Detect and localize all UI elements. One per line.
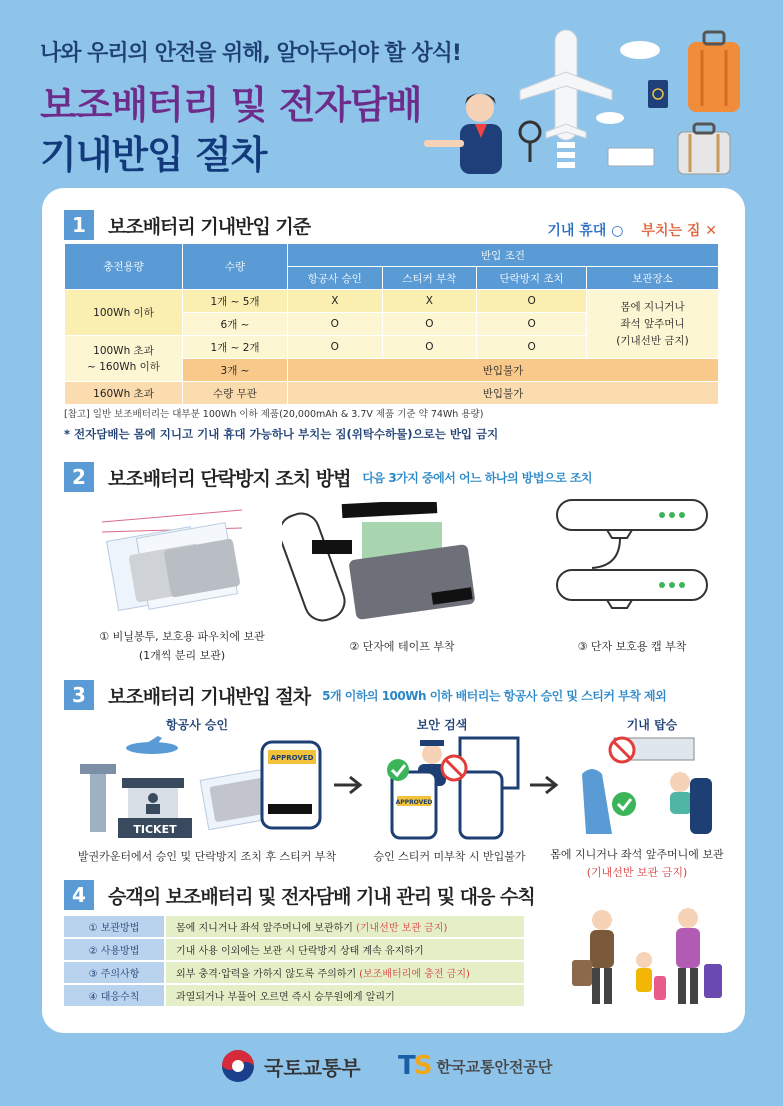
battery-standard-table [64, 243, 719, 405]
pouch-battery-icon [92, 504, 262, 614]
rule-label: ② 사용방법 [64, 939, 164, 960]
agency-name: 한국교통안전공단 [436, 1057, 553, 1076]
section-title: 보조배터리 기내반입 절차 [108, 685, 311, 708]
cell-storage [587, 290, 719, 359]
table-row [65, 290, 719, 313]
footer-ministry [220, 1046, 361, 1086]
caption-line: 몸에 지니거나 좌석 앞주머니에 보관 [550, 848, 724, 861]
storage-line: 좌석 앞주머니 [620, 317, 685, 330]
step-2-label: 보안 검색 [416, 718, 468, 732]
rule-row [64, 916, 524, 937]
capacity-line: 100Wh 초과 [93, 344, 154, 357]
step-2-caption: 승인 스티커 미부착 시 반입불가 [373, 850, 526, 863]
ts-logo [398, 1051, 430, 1081]
rule-text-main: 과열되거나 부풀어 오르면 즉시 승무원에게 알리기 [176, 992, 395, 1003]
method-3-caption: ③ 단자 보호용 캡 부착 [577, 640, 687, 653]
col-storage: 보관장소 [587, 267, 719, 290]
unapproved-battery-icon [460, 772, 502, 838]
father-icon [572, 910, 614, 1004]
header-subtitle: 나와 우리의 안전을 위해, 알아두어야 할 상식! [40, 41, 461, 66]
e-cigarette-note: * 전자담배는 몸에 지니고 기내 휴대 가능하나 부치는 짐(위탁수하물)으로는 반입 금지 [64, 427, 499, 441]
section-number: 1 [64, 210, 94, 240]
method-1-caption [62, 628, 302, 663]
travelers-family-icon [562, 904, 732, 1014]
approved-battery-icon [392, 772, 436, 838]
legend-carry-on: 기내 휴대 ○ [547, 223, 624, 239]
travel-illustration [420, 20, 760, 180]
cell-quantity: 6개 ~ [183, 313, 288, 336]
mother-icon [676, 908, 722, 1004]
flight-attendant-icon [424, 93, 502, 174]
rule-text [166, 962, 524, 983]
approved-battery-icon [262, 742, 320, 828]
cap-battery-icon [552, 496, 717, 616]
cell-value: O [477, 313, 587, 336]
in-flight-icon [572, 734, 722, 842]
caption-line: (1개씩 분리 보관) [138, 649, 226, 662]
rule-warning: (보조배터리에 충전 금지) [359, 969, 470, 980]
section-number: 3 [64, 680, 94, 710]
arrow-right-icon [332, 774, 364, 796]
ministry-name: 국토교통부 [264, 1055, 361, 1080]
ticket-icon [608, 148, 654, 166]
rule-text [166, 916, 524, 937]
cell-quantity: 1개 ~ 2개 [183, 336, 288, 359]
title-line-1: 보조배터리 및 전자담배 [40, 83, 422, 127]
col-sticker: 스티커 부착 [382, 267, 477, 290]
section-number: 2 [64, 462, 94, 492]
cell-value: O [477, 336, 587, 359]
check-icon [612, 792, 636, 816]
tape-battery-icon [282, 502, 482, 622]
table-row [65, 382, 719, 405]
cell-capacity: 100Wh 이하 [65, 290, 183, 336]
section-title: 승객의 보조배터리 및 전자담배 기내 관리 및 대응 수칙 [108, 885, 535, 908]
ticket-text: TICKET [133, 823, 177, 836]
rule-row [64, 962, 524, 983]
cell-value: O [288, 313, 383, 336]
section-4-header [64, 880, 535, 910]
cell-capacity [65, 336, 183, 382]
cell-value: O [382, 313, 477, 336]
storage-line: (기내선반 금지) [616, 334, 689, 347]
section-2-header [64, 462, 592, 492]
rule-text-main: 기내 사용 이외에는 보관 시 단락방지 상태 계속 유지하기 [176, 946, 424, 957]
cell-value: X [382, 290, 477, 313]
col-quantity: 수량 [183, 244, 288, 290]
title-line-2: 기내반입 절차 [40, 133, 267, 177]
orange-suitcase-icon [688, 32, 740, 112]
section-title: 보조배터리 기내반입 기준 [108, 215, 311, 238]
rule-warning: (기내선반 보관 금지) [355, 923, 448, 934]
step-3-label: 기내 탑승 [626, 718, 678, 732]
cell-value: O [382, 336, 477, 359]
section-number: 4 [64, 880, 94, 910]
section-1-header [64, 210, 310, 240]
check-icon [387, 759, 409, 781]
cell-not-allowed: 반입불가 [288, 359, 719, 382]
step-1-caption: 발권카운터에서 승인 및 단락방지 조치 후 스티커 부착 [77, 850, 337, 863]
passenger-icon [670, 772, 692, 814]
section-title: 보조배터리 단락방지 조치 방법 [108, 467, 351, 490]
col-capacity: 충전용량 [65, 244, 183, 290]
capacity-line: ~ 160Wh 이하 [87, 360, 160, 373]
footer-agency [398, 1046, 552, 1086]
cell-quantity: 1개 ~ 5개 [183, 290, 288, 313]
approved-text: APPROVED [395, 799, 433, 806]
ts-logo-t: T [398, 1051, 414, 1081]
check-in-counter-icon [62, 734, 342, 842]
approved-text: APPROVED [270, 754, 314, 762]
col-airline-approval: 항공사 승인 [288, 267, 383, 290]
section-3-header [64, 680, 666, 710]
step-1-label: 항공사 승인 [165, 718, 229, 732]
rule-label: ③ 주의사항 [64, 962, 164, 983]
cell-not-allowed: 반입불가 [288, 382, 719, 405]
rule-row [64, 939, 524, 960]
grey-suitcase-icon [678, 124, 730, 174]
section-note: 5개 이하의 100Wh 이하 배터리는 항공사 승인 및 스티커 부착 제외 [322, 688, 667, 703]
storage-line: 몸에 지니거나 [620, 300, 685, 313]
reference-note: [참고] 일반 보조배터리는 대부분 100Wh 이하 제품(20,000mAh & 3.7V 제품 기준 약 74Wh 용량) [64, 409, 484, 420]
step-3-caption [542, 846, 732, 880]
caption-line-warning: (기내선반 보관 금지) [586, 866, 688, 879]
rule-text [166, 985, 524, 1006]
control-tower-icon [80, 764, 116, 832]
child-icon [636, 952, 666, 1000]
content-panel [42, 188, 745, 1033]
rule-text [166, 939, 524, 960]
cloud-icon [620, 41, 660, 59]
rule-label: ① 보관방법 [64, 916, 164, 937]
section-note: 다음 3가지 중에서 어느 하나의 방법으로 조치 [362, 470, 593, 485]
airplane-icon [126, 736, 178, 754]
method-2-caption: ② 단자에 테이프 부착 [349, 640, 455, 653]
government-emblem-icon [220, 1048, 256, 1084]
arrow-right-icon [528, 774, 560, 796]
col-short-circuit: 단락방지 조치 [477, 267, 587, 290]
cell-value: O [477, 290, 587, 313]
cell-quantity: 수량 무관 [183, 382, 288, 405]
seat-icon [690, 778, 712, 834]
caption-line: ① 비닐봉투, 보호용 파우치에 보관 [99, 630, 265, 643]
ts-logo-s: S [413, 1051, 431, 1081]
col-conditions: 반입 조건 [288, 244, 719, 267]
cell-value: X [288, 290, 383, 313]
passport-icon [648, 80, 668, 108]
legend-checked-baggage: 부치는 짐 ✕ [641, 223, 717, 239]
legend [547, 220, 717, 240]
rule-label: ④ 대응수칙 [64, 985, 164, 1006]
cell-capacity: 160Wh 초과 [65, 382, 183, 405]
cell-quantity: 3개 ~ [183, 359, 288, 382]
rule-row [64, 985, 524, 1006]
rule-text-main: 몸에 지니거나 좌석 앞주머니에 보관하기 [176, 923, 353, 934]
rule-text-main: 외부 충격·압력을 가하지 않도록 주의하기 [176, 969, 357, 980]
magnifier-icon [520, 122, 540, 162]
security-screening-icon [372, 734, 522, 842]
cell-value: O [288, 336, 383, 359]
